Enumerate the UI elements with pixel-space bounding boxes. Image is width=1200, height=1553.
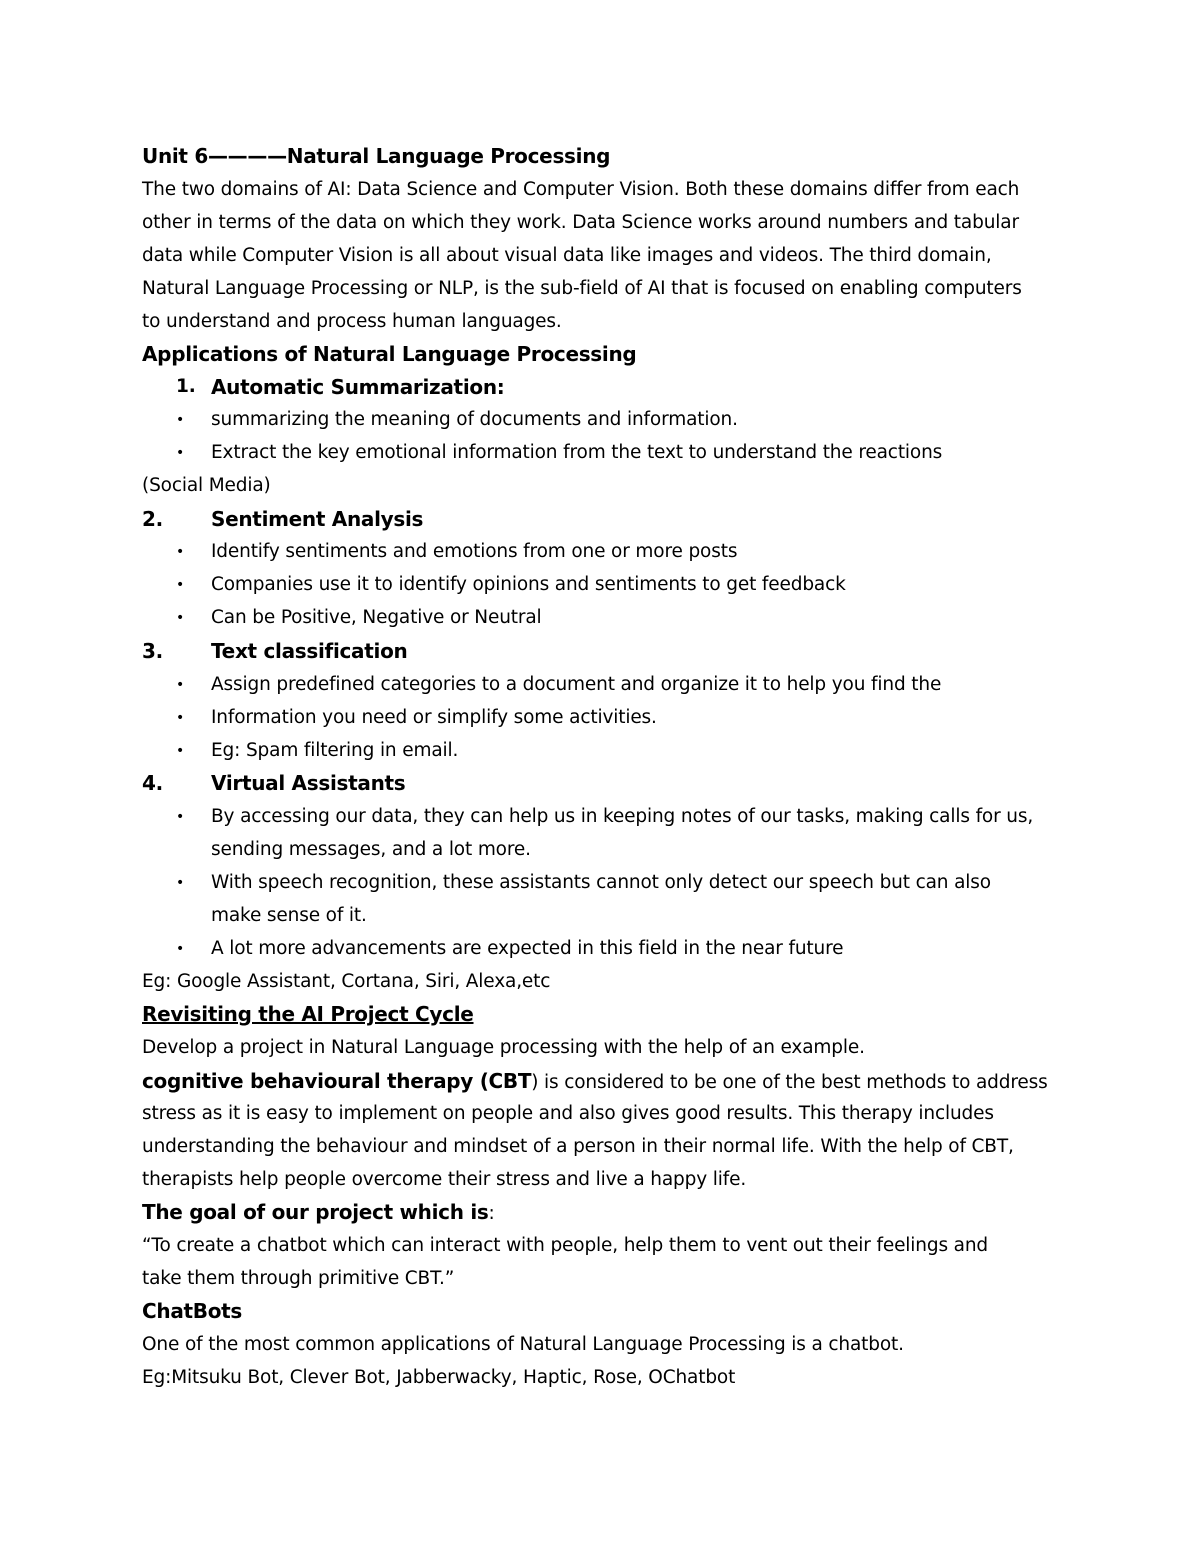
app2-bullet: Identify sentiments and emotions from one or more posts (211, 541, 738, 562)
app1-trailing: (Social Media) (142, 475, 271, 496)
app2-title: Sentiment Analysis (211, 507, 424, 531)
app2-bullet: Can be Positive, Negative or Neutral (211, 607, 542, 628)
bullet-glyph: • (176, 412, 185, 428)
app4-bullet: A lot more advancements are expected in this field in the near future (211, 938, 844, 959)
intro-line: data while Computer Vision is all about visual data like images and videos. The third domain, (142, 245, 992, 266)
chatbots-heading: ChatBots (142, 1299, 243, 1323)
goal-quote: take them through primitive CBT.” (142, 1268, 455, 1289)
bullet-glyph: • (176, 743, 185, 759)
bullet-glyph: • (176, 577, 185, 593)
bullet-glyph: • (176, 809, 185, 825)
app2-number: 2. (142, 507, 163, 531)
intro-line: The two domains of AI: Data Science and Computer Vision. Both these domains differ from each (142, 179, 1020, 200)
app1-number: 1. (176, 376, 196, 397)
app3-bullet: Assign predefined categories to a document and organize it to help you find the (211, 674, 942, 695)
app4-example: Eg: Google Assistant, Cortana, Siri, Alexa,etc (142, 971, 551, 992)
intro-line: to understand and process human languages. (142, 311, 562, 332)
app3-number: 3. (142, 639, 163, 663)
app3-title: Text classification (211, 639, 408, 663)
app1-title: Automatic Summarization: (211, 375, 505, 399)
app2-bullet: Companies use it to identify opinions and sentiments to get feedback (211, 574, 846, 595)
app3-bullet: Eg: Spam filtering in email. (211, 740, 459, 761)
bullet-glyph: • (176, 544, 185, 560)
app1-bullet: Extract the key emotional information from the text to understand the reactions (211, 442, 943, 463)
app4-bullet-continued: sending messages, and a lot more. (211, 839, 531, 860)
revisit-line: Develop a project in Natural Language processing with the help of an example. (142, 1037, 865, 1058)
bullet-glyph: • (176, 445, 185, 461)
applications-heading: Applications of Natural Language Processing (142, 342, 637, 366)
app1-bullet: summarizing the meaning of documents and information. (211, 409, 738, 430)
app4-title: Virtual Assistants (211, 771, 406, 795)
bullet-glyph: • (176, 875, 185, 891)
cbt-line: stress as it is easy to implement on people and also gives good results. This therapy includes (142, 1103, 994, 1124)
bullet-glyph: • (176, 610, 185, 626)
document-title: Unit 6————Natural Language Processing (142, 144, 611, 168)
app4-bullet: With speech recognition, these assistants cannot only detect our speech but can also (211, 872, 991, 893)
chatbots-examples: Eg:Mitsuku Bot, Clever Bot, Jabberwacky, Haptic, Rose, OChatbot (142, 1367, 736, 1388)
cbt-line (142, 1069, 1048, 1095)
app4-number: 4. (142, 771, 163, 795)
revisit-heading: Revisiting the AI Project Cycle (142, 1002, 474, 1026)
app4-bullet: By accessing our data, they can help us in keeping notes of our tasks, making calls for us, (211, 806, 1034, 827)
app4-bullet-continued: make sense of it. (211, 905, 367, 926)
cbt-line: understanding the behaviour and mindset of a person in their normal life. With the help of CBT, (142, 1136, 1014, 1157)
bullet-glyph: • (176, 677, 185, 693)
cbt-rest: ) is considered to be one of the best methods to address (531, 1072, 1048, 1093)
bullet-glyph: • (176, 941, 185, 957)
cbt-term: cognitive behavioural therapy (CBT (142, 1069, 532, 1093)
chatbots-line: One of the most common applications of Natural Language Processing is a chatbot. (142, 1334, 904, 1355)
bullet-glyph: • (176, 710, 185, 726)
intro-line: Natural Language Processing or NLP, is the sub-field of AI that is focused on enabling computers (142, 278, 1022, 299)
goal-heading: The goal of our project which is (142, 1200, 489, 1224)
intro-line: other in terms of the data on which they work. Data Science works around numbers and tabular (142, 212, 1019, 233)
goal-quote: “To create a chatbot which can interact with people, help them to vent out their feelings and (142, 1235, 989, 1256)
goal-colon: : (488, 1203, 495, 1224)
goal-heading-line (142, 1200, 495, 1226)
app3-bullet: Information you need or simplify some activities. (211, 707, 657, 728)
cbt-line: therapists help people overcome their stress and live a happy life. (142, 1169, 747, 1190)
